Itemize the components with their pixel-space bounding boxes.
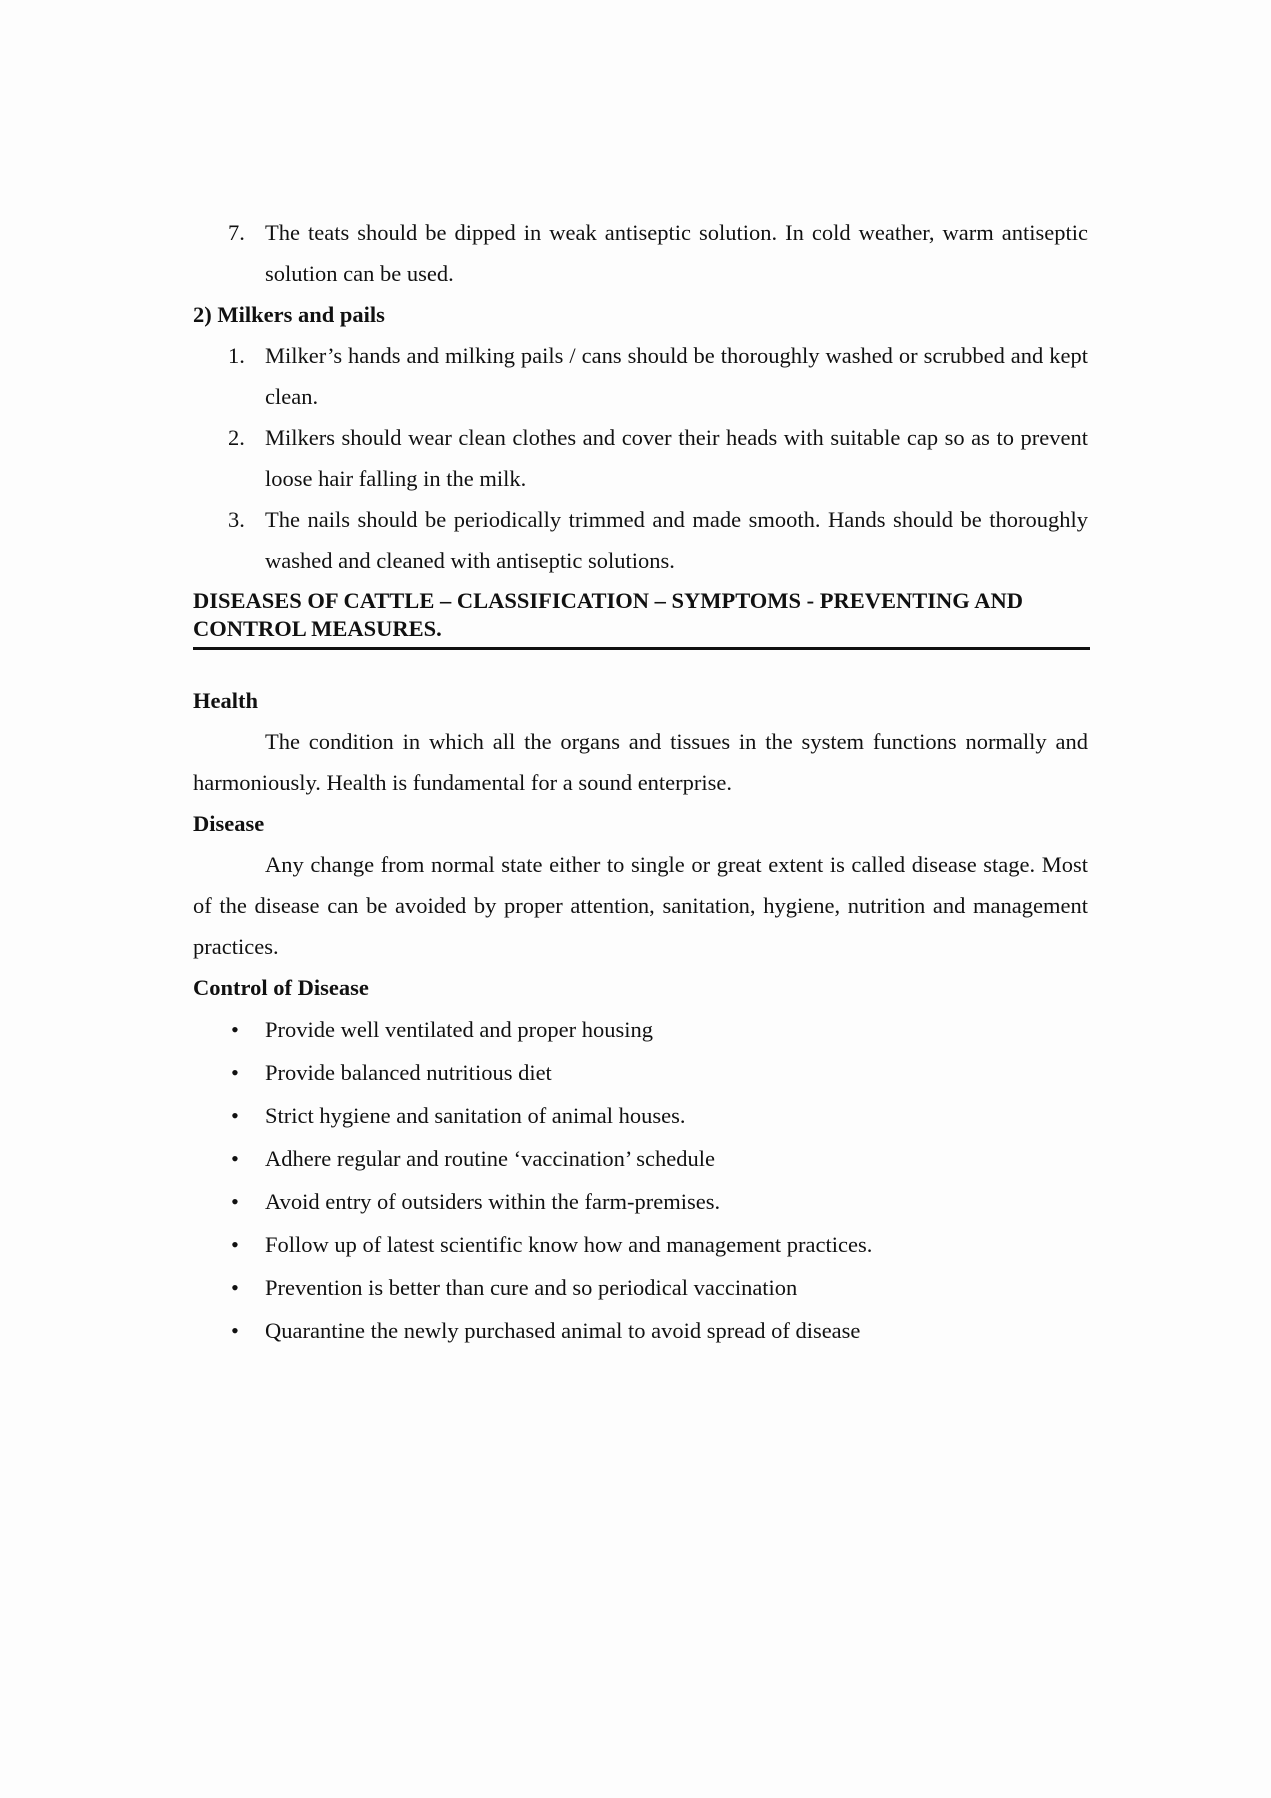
list-item bbox=[193, 1180, 1088, 1223]
bullet-icon: • bbox=[231, 1275, 239, 1300]
health-text: The condition in which all the organs and tissues in the system functions normally and harmoniously. Health is fundamental for a sound enterprise. bbox=[193, 729, 1088, 795]
item-text: Adhere regular and routine ‘vaccination’ schedule bbox=[265, 1146, 715, 1171]
item-number: 3. bbox=[228, 507, 245, 532]
item-text: Quarantine the newly purchased animal to avoid spread of disease bbox=[265, 1318, 861, 1343]
list-item bbox=[193, 1309, 1088, 1352]
list-item bbox=[193, 335, 1088, 417]
item-text: The nails should be periodically trimmed and made smooth. Hands should be thoroughly washed and cleaned with antiseptic solutions. bbox=[265, 507, 1088, 573]
list-item bbox=[193, 417, 1088, 499]
bullet-icon: • bbox=[231, 1103, 239, 1128]
item-number: 7. bbox=[228, 220, 245, 245]
disease-text: Any change from normal state either to single or great extent is called disease stage. Most of the disease can be avoided by proper attention, sanitation, hygiene, nutrition and management practices. bbox=[193, 852, 1088, 959]
item-text: Prevention is better than cure and so periodical vaccination bbox=[265, 1275, 798, 1300]
bullet-icon: • bbox=[231, 1318, 239, 1343]
list-item bbox=[193, 1051, 1088, 1094]
item-text: Follow up of latest scientific know how and management practices. bbox=[265, 1232, 873, 1257]
section-heading: DISEASES OF CATTLE – CLASSIFICATION – SYMPTOMS - PREVENTING AND CONTROL MEASURES. bbox=[193, 587, 1090, 650]
bullet-icon: • bbox=[231, 1189, 239, 1214]
bullet-icon: • bbox=[231, 1232, 239, 1257]
item-text: Strict hygiene and sanitation of animal houses. bbox=[265, 1103, 686, 1128]
list-item bbox=[193, 1094, 1088, 1137]
list-item bbox=[193, 499, 1088, 581]
control-title: Control of Disease bbox=[193, 975, 369, 1000]
item-text: The teats should be dipped in weak antiseptic solution. In cold weather, warm antiseptic solution can be used. bbox=[265, 220, 1088, 286]
list-item bbox=[193, 1223, 1088, 1266]
list-item bbox=[193, 1137, 1088, 1180]
list-item bbox=[193, 1266, 1088, 1309]
bullet-icon: • bbox=[231, 1017, 239, 1042]
item-text: Milker’s hands and milking pails / cans should be thoroughly washed or scrubbed and kept clean. bbox=[265, 343, 1088, 409]
item-text: Provide balanced nutritious diet bbox=[265, 1060, 552, 1085]
item-number: 1. bbox=[228, 343, 245, 368]
disease-title: Disease bbox=[193, 811, 265, 836]
bullet-icon: • bbox=[231, 1146, 239, 1171]
item-text: Milkers should wear clean clothes and cover their heads with suitable cap so as to prevent loose hair falling in the milk. bbox=[265, 425, 1088, 491]
item-number: 2. bbox=[228, 425, 245, 450]
health-title: Health bbox=[193, 688, 258, 713]
item-text: Provide well ventilated and proper housing bbox=[265, 1017, 654, 1042]
control-list bbox=[193, 1008, 1088, 1352]
list-item bbox=[193, 1008, 1088, 1051]
subsection-title: 2) Milkers and pails bbox=[193, 302, 385, 327]
item-text: Avoid entry of outsiders within the farm-premises. bbox=[265, 1189, 721, 1214]
list-item bbox=[193, 212, 1088, 294]
bullet-icon: • bbox=[231, 1060, 239, 1085]
document-page bbox=[193, 212, 1088, 1352]
